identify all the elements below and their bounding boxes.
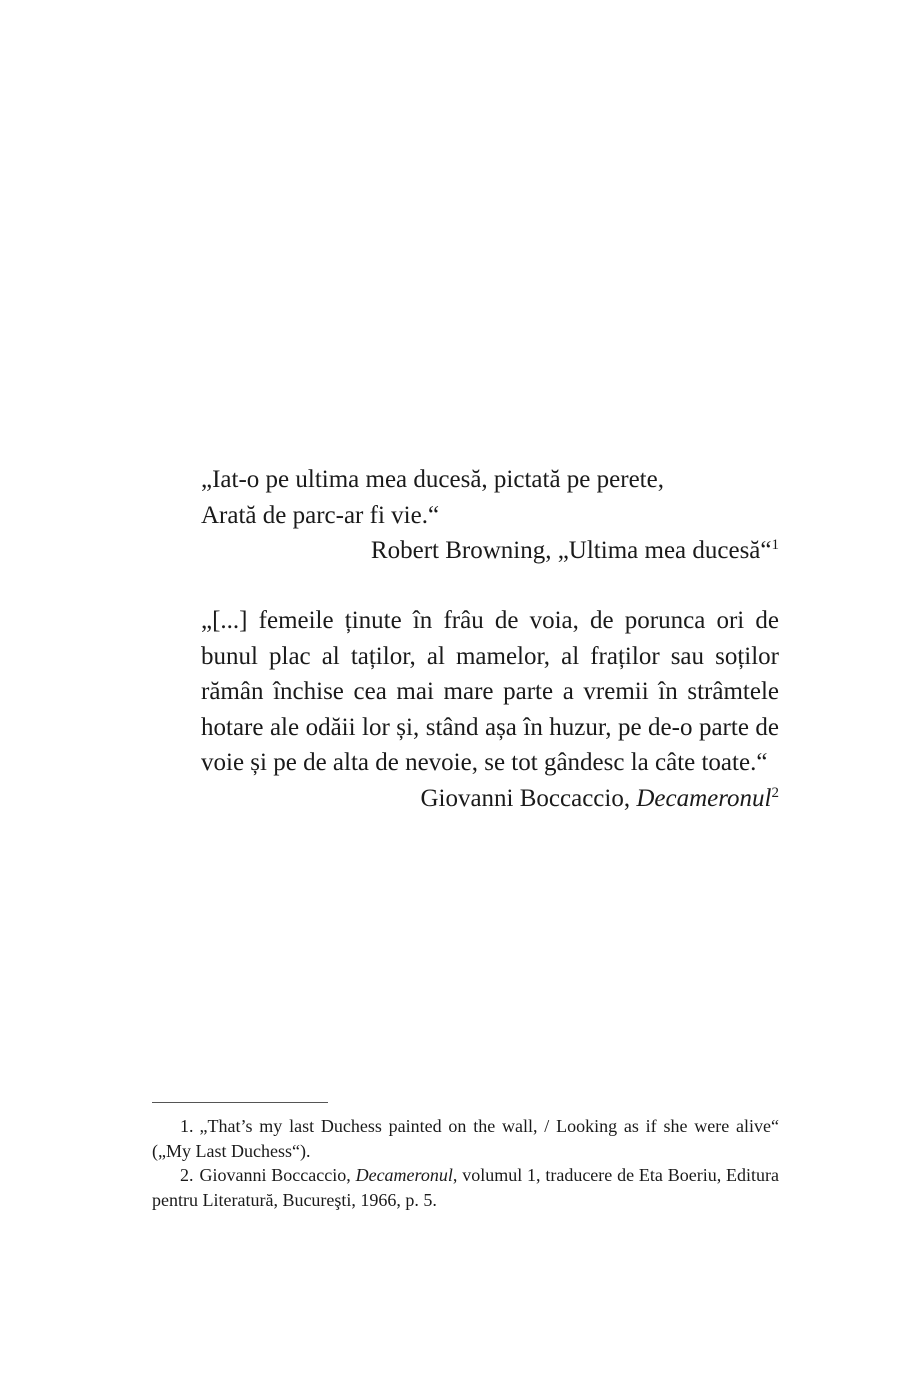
footnote-text: Giovanni Boccaccio, <box>199 1165 356 1185</box>
attribution-author: Giovanni Boccaccio, <box>420 784 637 812</box>
footnote-work-title: Decameronul <box>355 1165 453 1185</box>
epigraph-attribution <box>201 781 779 817</box>
epigraph-quote: „[...] femeile ținute în frâu de voia, de porunca ori de bunul plac al taților, al mamelor, al fraților sau soților rămân închise cea mai mare parte a vremii în strâmtele hotare ale odăii lor și, stând așa în huzur, pe de-o parte de voie și pe de alta de nevoie, se tot gândesc la câte toate.“ <box>201 607 779 776</box>
footnote-text: „That’s my last Duchess painted on the wall, / Looking as if she were alive“ („My Last Duchess“). <box>152 1116 779 1161</box>
footnote-number: 2. <box>180 1165 194 1185</box>
epigraph-line: „Iat-o pe ultima mea ducesă, pictată pe perete, <box>201 466 664 493</box>
epigraph-attribution <box>201 533 779 569</box>
epigraph-line: Arată de parc-ar fi vie.“ <box>201 501 440 529</box>
footnote-ref-1[interactable]: 1 <box>771 537 779 553</box>
footnote-text: , volumul 1, traducere de Eta Boeriu, Editura pentru Literatură, Bucureşti, 1966, p. 5. <box>152 1165 779 1210</box>
footnote-ref-2[interactable]: 2 <box>771 784 779 801</box>
epigraph-boccaccio <box>201 603 779 816</box>
attribution-text: Robert Browning, „Ultima mea ducesă“ <box>370 537 772 564</box>
footnote-2 <box>152 1163 779 1212</box>
footnotes <box>152 1114 779 1212</box>
footnote-1 <box>152 1114 779 1163</box>
footnote-number: 1. <box>180 1116 194 1136</box>
attribution-work: Decameronul <box>636 784 772 812</box>
epigraph-browning <box>201 462 779 569</box>
footnote-divider <box>152 1102 328 1103</box>
